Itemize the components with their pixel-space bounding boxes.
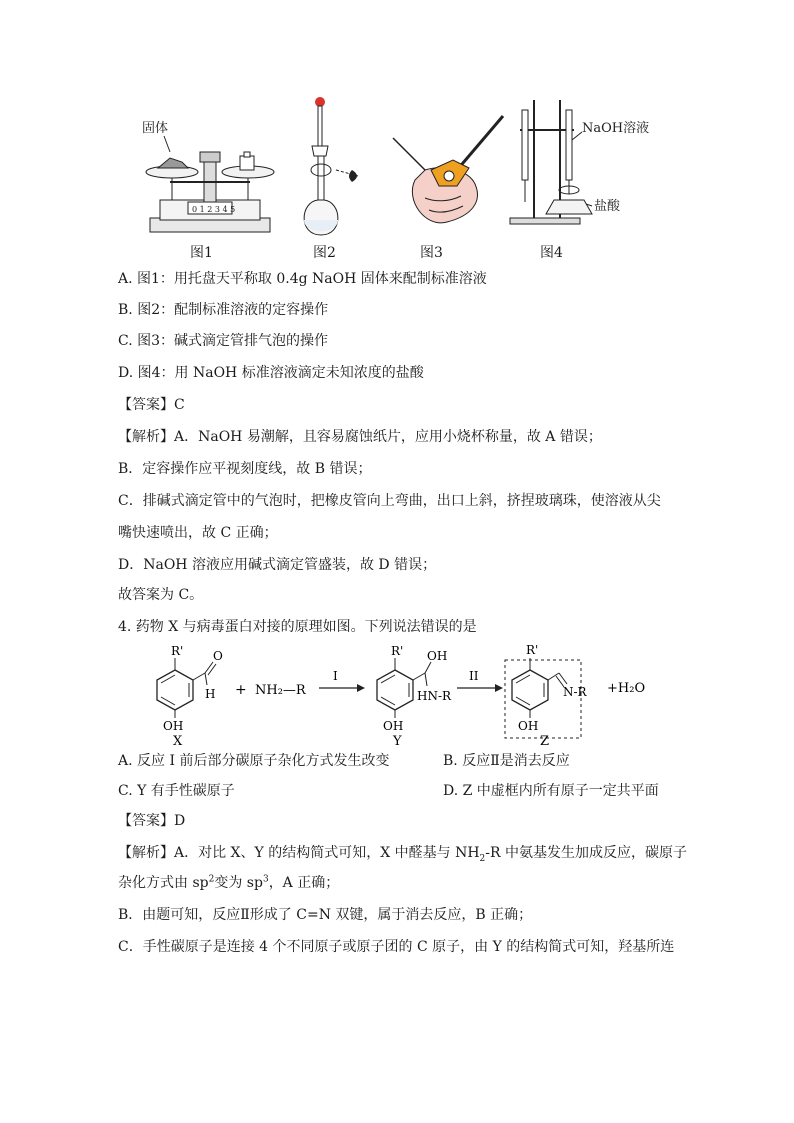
q3-analysis-line-5: D．NaOH 溶液应用碱式滴定管盛装，故 D 错误； [118, 557, 437, 573]
x-h: H [205, 687, 216, 701]
x-label: X [173, 734, 183, 746]
y-oh: OH [383, 719, 404, 733]
z-oh: OH [518, 719, 539, 733]
q4-analysis-line-2: 杂化方式由 $sp^2$变为 $sp^3$，A 正确； [118, 874, 340, 891]
q4-stem: 4. 药物 X 与病毒蛋白对接的原理如图。下列说法错误的是 [118, 619, 477, 635]
fig1-caption: 图1 [190, 245, 213, 261]
q4-answer: 【答案】D [118, 813, 186, 829]
x-rprime: R' [171, 644, 184, 658]
z-dashed-box [505, 660, 581, 738]
amine-reagent: NH₂—R [255, 683, 306, 698]
q3-analysis-line-3: C．排碱式滴定管中的气泡时，把橡皮管向上弯曲，出口上斜，挤捏玻璃珠，使溶液从尖 [118, 493, 661, 509]
q3-option-b: B. 图2：配制标准溶液的定容操作 [118, 302, 329, 318]
x-oh: OH [163, 719, 184, 733]
compound-x [157, 644, 223, 746]
z-label: Z [540, 734, 550, 746]
q4-analysis-line-4: C．手性碳原子是连接 4 个不同原子或原子团的 C 原子，由 Y 的结构简式可知，羟基所连 [118, 939, 675, 955]
compound-y [377, 644, 452, 746]
q3-analysis-line-6: 故答案为 C。 [118, 587, 204, 603]
q4-option-c: C. Y 有手性碳原子 [118, 783, 235, 799]
fig4-hcl-label: 盐酸 [594, 199, 621, 214]
q3-analysis-line-2: B．定容操作应平视刻度线，故 B 错误； [118, 461, 372, 477]
figure-4-titration [500, 90, 670, 240]
y-hn-r: HN-R [417, 689, 452, 703]
q3-analysis-line-4: 嘴快速喷出，故 C 正确； [118, 525, 278, 541]
q4-option-a: A. 反应 I 前后部分碳原子杂化方式发生改变 [118, 753, 390, 769]
z-rprime: R' [526, 643, 539, 657]
apparatus-figures [110, 90, 710, 265]
fig4-caption: 图4 [540, 245, 563, 261]
q4-option-b: B. 反应Ⅱ是消去反应 [443, 753, 570, 769]
y-rprime: R' [391, 644, 404, 658]
x-oxygen: O [213, 649, 223, 663]
step-2-label: II [469, 669, 479, 683]
q4-analysis-line-3: B．由题可知，反应Ⅱ形成了 C=N 双键，属于消去反应，B 正确； [118, 907, 533, 923]
fig3-caption: 图3 [420, 245, 443, 261]
q3-option-c: C. 图3：碱式滴定管排气泡的操作 [118, 333, 329, 349]
z-n-r: N-R [563, 685, 587, 699]
fig1-solid-label: 固体 [142, 121, 169, 136]
water-product: +H₂O [607, 681, 646, 696]
q4-analysis-line-1: 【解析】A．对比 X、Y 的结构简式可知，X 中醛基与 $NH_2-R$ 中氨基发生加成反应，碳原子 [118, 845, 688, 864]
q3-analysis-line-1: 【解析】A．NaOH 易潮解，且容易腐蚀纸片，应用小烧杯称量，故 A 错误； [118, 429, 602, 445]
plus-sign: + [235, 682, 247, 698]
q4-reaction-scheme [145, 640, 685, 746]
q3-option-d: D. 图4：用 NaOH 标准溶液滴定未知浓度的盐酸 [118, 365, 424, 381]
figure-3-burette-bubble-removal [385, 90, 515, 240]
y-oh-top: OH [427, 649, 448, 663]
compound-z [505, 643, 588, 746]
svg-text:0 1 2 3 4 5: 0 1 2 3 4 5 [192, 205, 236, 214]
fig2-caption: 图2 [313, 245, 336, 261]
y-label: Y [393, 734, 402, 746]
step-1-label: I [333, 669, 338, 683]
figure-2-volumetric-flask [290, 90, 380, 240]
fig4-naoh-label: NaOH溶液 [582, 121, 650, 136]
figure-1-balance [130, 90, 280, 240]
q3-answer: 【答案】C [118, 397, 185, 413]
q3-option-a: A. 图1：用托盘天平称取 0.4g NaOH 固体来配制标准溶液 [118, 271, 487, 287]
q4-option-d: D. Z 中虚框内所有原子一定共平面 [443, 783, 659, 799]
